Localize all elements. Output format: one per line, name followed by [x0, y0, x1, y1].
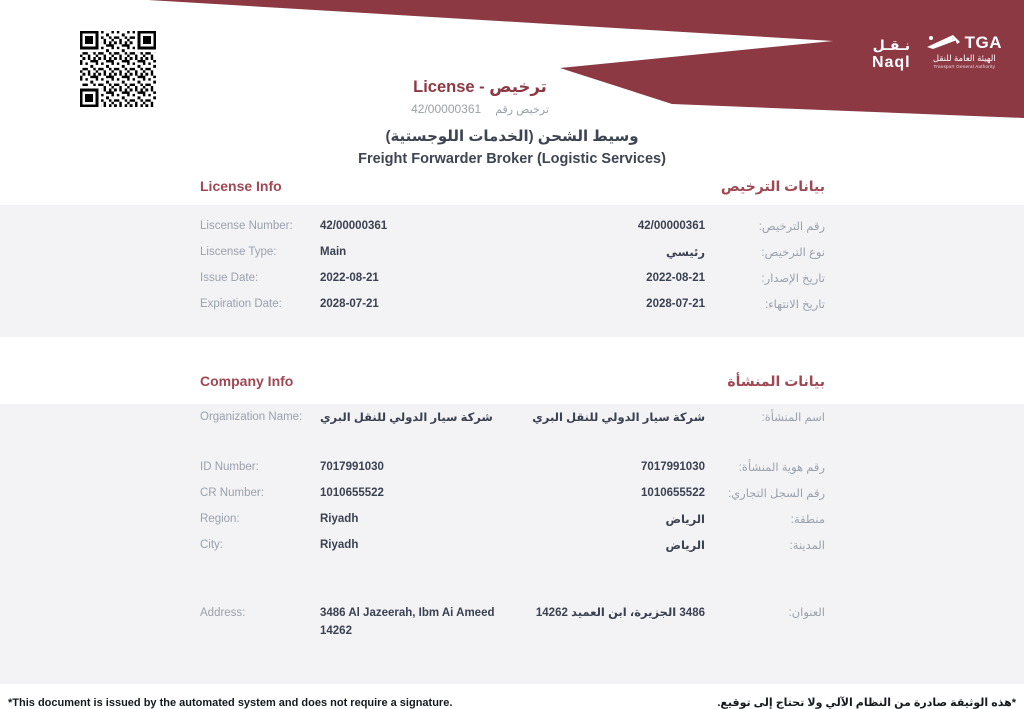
company-info-panel [0, 404, 1024, 684]
field-value-en: 7017991030 [320, 461, 384, 473]
field-label-en: Liscense Type: [200, 246, 277, 258]
field-label-ar: المدينة: [789, 540, 825, 552]
field-value-en: شركة سيار الدولي للنقل البري [320, 412, 493, 424]
tga-logo [927, 34, 1002, 69]
table-row [200, 291, 825, 317]
field-label-ar: نوع الترخيص: [761, 247, 825, 259]
field-label-ar: رقم السجل التجاري: [727, 488, 825, 500]
field-label-en: Expiration Date: [200, 298, 282, 310]
license-title-block [330, 78, 630, 116]
tga-abbr: TGA [964, 33, 1002, 52]
field-value-en: 1010655522 [320, 487, 384, 499]
table-row [200, 265, 825, 291]
activity-heading-arabic: وسيط الشحن (الخدمات اللوجستية) [385, 128, 639, 145]
tga-name-english: Transport General Authority [933, 63, 996, 69]
field-label-ar: اسم المنشأة: [761, 412, 825, 424]
activity-heading [0, 129, 1024, 167]
field-value-en: 2022-08-21 [320, 272, 379, 284]
license-title: License - ترخيص [413, 78, 547, 96]
license-number-line [330, 102, 630, 116]
field-value-ar: 7017991030 [641, 461, 705, 473]
footer-disclaimer-ar: *هذه الوثيقة صادرة من النظام الآلي ولا تحتاج إلى توقيع. [717, 697, 1016, 709]
table-row [200, 239, 825, 265]
footer-disclaimer-en: *This document is issued by the automated system and does not require a signature. [8, 697, 453, 709]
field-label-ar: العنوان: [788, 607, 825, 619]
license-number-label: ترخيص رقم [495, 103, 549, 116]
field-label-ar: تاريخ الانتهاء: [765, 299, 825, 311]
brand-logos [872, 34, 1002, 71]
table-row [200, 480, 825, 506]
field-label-ar: منطقة: [790, 514, 825, 526]
field-value-ar: شركة سيار الدولي للنقل البري [532, 412, 705, 424]
field-value-en: 42/00000361 [320, 220, 388, 232]
field-value-ar: الرياض [665, 540, 705, 552]
company-info-heading-en: Company Info [200, 373, 294, 389]
field-label-ar: رقم الترخيص: [758, 221, 825, 233]
field-value-ar: 1010655522 [641, 487, 705, 499]
field-value-ar: 3486 الجزيرة، ابن العميد 14262 [535, 607, 705, 619]
tga-swoosh-icon [927, 35, 961, 51]
table-row [200, 213, 825, 239]
field-label-en: Organization Name: [200, 411, 303, 423]
field-value-ar: الرياض [665, 514, 705, 526]
field-value-ar: رئيسي [666, 247, 705, 259]
naql-logo [872, 38, 911, 71]
qr-code [80, 31, 156, 107]
activity-heading-english: Freight Forwarder Broker (Logistic Services) [358, 151, 666, 167]
field-label-en: CR Number: [200, 487, 264, 499]
table-row [200, 454, 825, 480]
company-info-heading-row [200, 370, 825, 392]
table-row [200, 404, 825, 430]
field-label-ar: رقم هوية المنشأة: [738, 462, 825, 474]
table-row [200, 506, 825, 532]
field-value-ar: 2028-07-21 [646, 298, 705, 310]
license-number-value: 42/00000361 [411, 101, 482, 116]
license-info-panel [0, 205, 1024, 337]
field-value-en: Riyadh [320, 513, 359, 525]
tga-name-arabic: الهيئة العامة للنقل [932, 53, 996, 63]
table-row [200, 532, 825, 558]
field-value-en: 2028-07-21 [320, 298, 379, 310]
naql-logo-arabic: نـقـل [872, 37, 910, 53]
field-value-ar: 42/00000361 [637, 220, 705, 232]
field-label-en: City: [200, 539, 223, 551]
license-info-heading-row [200, 175, 825, 197]
field-label-en: Address: [200, 607, 246, 619]
license-info-heading-en: License Info [200, 178, 282, 194]
footer-disclaimer [0, 696, 1024, 709]
naql-logo-latin: Naql [871, 54, 911, 71]
field-value-en: Riyadh [320, 539, 359, 551]
company-info-heading-ar: بيانات المنشأة [727, 372, 825, 389]
field-value-ar: 2022-08-21 [646, 272, 705, 284]
license-info-heading-ar: بيانات الترخيص [720, 177, 825, 194]
document-header [0, 0, 1024, 174]
field-label-ar: تاريخ الإصدار: [761, 273, 825, 285]
field-label-en: ID Number: [200, 461, 259, 473]
table-row [200, 604, 825, 640]
field-label-en: Issue Date: [200, 272, 259, 284]
field-value-en: Main [320, 246, 347, 258]
field-label-en: Liscense Number: [200, 220, 293, 232]
field-label-en: Region: [200, 513, 240, 525]
field-value-en: 3486 Al Jazeerah, Ibm Ai Ameed 14262 [320, 607, 495, 637]
